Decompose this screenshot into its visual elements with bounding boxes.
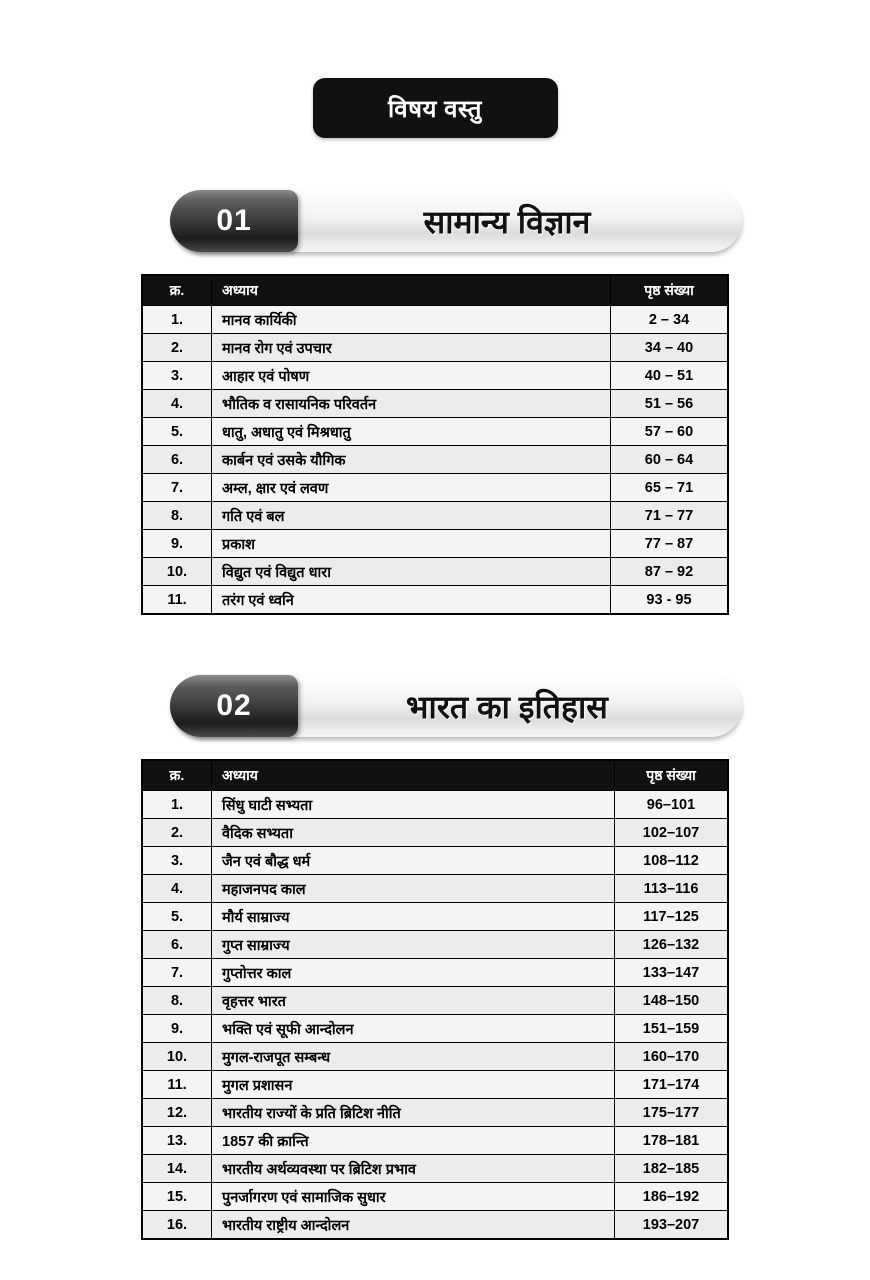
bottom-spacer bbox=[0, 1240, 870, 1280]
column-header-pages: पृष्ठ संख्या bbox=[611, 275, 729, 306]
row-chapter: भारतीय अर्थव्यवस्था पर ब्रिटिश प्रभाव bbox=[212, 1155, 615, 1183]
row-pages: 57 – 60 bbox=[611, 418, 729, 446]
title-banner-container bbox=[0, 0, 870, 138]
row-sno: 4. bbox=[142, 875, 212, 903]
row-sno: 3. bbox=[142, 847, 212, 875]
table-row[interactable] bbox=[142, 558, 728, 586]
row-sno: 8. bbox=[142, 502, 212, 530]
row-pages: 113–116 bbox=[615, 875, 729, 903]
section-header-1 bbox=[172, 190, 742, 252]
table-row[interactable] bbox=[142, 446, 728, 474]
row-pages: 77 – 87 bbox=[611, 530, 729, 558]
row-chapter: पुनर्जागरण एवं सामाजिक सुधार bbox=[212, 1183, 615, 1211]
column-header-sno: क्र. bbox=[142, 275, 212, 306]
table-row[interactable] bbox=[142, 1043, 728, 1071]
row-sno: 1. bbox=[142, 791, 212, 819]
row-chapter: वृहत्तर भारत bbox=[212, 987, 615, 1015]
section-title-2: भारत का इतिहास bbox=[406, 688, 608, 725]
row-pages: 126–132 bbox=[615, 931, 729, 959]
row-pages: 2 – 34 bbox=[611, 306, 729, 334]
toc-table-2 bbox=[141, 759, 729, 1240]
row-pages: 151–159 bbox=[615, 1015, 729, 1043]
row-pages: 40 – 51 bbox=[611, 362, 729, 390]
page-title: विषय वस्तु bbox=[313, 78, 558, 138]
row-chapter: वैदिक सभ्यता bbox=[212, 819, 615, 847]
table-row[interactable] bbox=[142, 959, 728, 987]
table-row[interactable] bbox=[142, 1211, 728, 1240]
row-chapter: गुप्त साम्राज्य bbox=[212, 931, 615, 959]
row-sno: 2. bbox=[142, 334, 212, 362]
row-pages: 175–177 bbox=[615, 1099, 729, 1127]
row-pages: 60 – 64 bbox=[611, 446, 729, 474]
table-row[interactable] bbox=[142, 931, 728, 959]
row-chapter: मानव रोग एवं उपचार bbox=[212, 334, 611, 362]
row-pages: 133–147 bbox=[615, 959, 729, 987]
row-pages: 117–125 bbox=[615, 903, 729, 931]
table-row[interactable] bbox=[142, 791, 728, 819]
row-sno: 10. bbox=[142, 558, 212, 586]
table-row[interactable] bbox=[142, 1099, 728, 1127]
row-pages: 182–185 bbox=[615, 1155, 729, 1183]
table-row[interactable] bbox=[142, 819, 728, 847]
row-sno: 13. bbox=[142, 1127, 212, 1155]
table-row[interactable] bbox=[142, 847, 728, 875]
row-sno: 5. bbox=[142, 903, 212, 931]
row-pages: 93 - 95 bbox=[611, 586, 729, 615]
table-row[interactable] bbox=[142, 502, 728, 530]
row-chapter: धातु, अधातु एवं मिश्रधातु bbox=[212, 418, 611, 446]
row-sno: 15. bbox=[142, 1183, 212, 1211]
row-chapter: जैन एवं बौद्ध धर्म bbox=[212, 847, 615, 875]
row-chapter: महाजनपद काल bbox=[212, 875, 615, 903]
row-pages: 51 – 56 bbox=[611, 390, 729, 418]
row-chapter: मानव कार्यिकी bbox=[212, 306, 611, 334]
row-pages: 178–181 bbox=[615, 1127, 729, 1155]
row-chapter: 1857 की क्रान्ति bbox=[212, 1127, 615, 1155]
section-header-2 bbox=[172, 675, 742, 737]
row-pages: 71 – 77 bbox=[611, 502, 729, 530]
table-row[interactable] bbox=[142, 586, 728, 615]
table-row[interactable] bbox=[142, 362, 728, 390]
row-sno: 7. bbox=[142, 959, 212, 987]
column-header-chapter: अध्याय bbox=[212, 760, 615, 791]
row-pages: 102–107 bbox=[615, 819, 729, 847]
section-number-badge-2: 02 bbox=[170, 675, 298, 737]
row-chapter: आहार एवं पोषण bbox=[212, 362, 611, 390]
row-sno: 5. bbox=[142, 418, 212, 446]
row-pages: 96–101 bbox=[615, 791, 729, 819]
row-sno: 11. bbox=[142, 586, 212, 615]
table-row[interactable] bbox=[142, 306, 728, 334]
row-chapter: कार्बन एवं उसके यौगिक bbox=[212, 446, 611, 474]
table-row[interactable] bbox=[142, 987, 728, 1015]
row-chapter: मुगल-राजपूत सम्बन्ध bbox=[212, 1043, 615, 1071]
column-header-pages: पृष्ठ संख्या bbox=[615, 760, 729, 791]
table-row[interactable] bbox=[142, 875, 728, 903]
table-row[interactable] bbox=[142, 530, 728, 558]
row-sno: 11. bbox=[142, 1071, 212, 1099]
row-pages: 193–207 bbox=[615, 1211, 729, 1240]
row-chapter: भक्ति एवं सूफी आन्दोलन bbox=[212, 1015, 615, 1043]
row-chapter: भारतीय राष्ट्रीय आन्दोलन bbox=[212, 1211, 615, 1240]
row-chapter: अम्ल, क्षार एवं लवण bbox=[212, 474, 611, 502]
row-sno: 6. bbox=[142, 446, 212, 474]
row-pages: 65 – 71 bbox=[611, 474, 729, 502]
row-sno: 7. bbox=[142, 474, 212, 502]
table-row[interactable] bbox=[142, 1183, 728, 1211]
row-chapter: प्रकाश bbox=[212, 530, 611, 558]
row-chapter: गुप्तोत्तर काल bbox=[212, 959, 615, 987]
row-chapter: भारतीय राज्यों के प्रति ब्रिटिश नीति bbox=[212, 1099, 615, 1127]
row-chapter: मौर्य साम्राज्य bbox=[212, 903, 615, 931]
row-pages: 108–112 bbox=[615, 847, 729, 875]
table-header-row bbox=[142, 760, 728, 791]
row-sno: 12. bbox=[142, 1099, 212, 1127]
row-sno: 2. bbox=[142, 819, 212, 847]
row-pages: 34 – 40 bbox=[611, 334, 729, 362]
row-sno: 9. bbox=[142, 530, 212, 558]
row-pages: 87 – 92 bbox=[611, 558, 729, 586]
table-row[interactable] bbox=[142, 390, 728, 418]
row-chapter: तरंग एवं ध्वनि bbox=[212, 586, 611, 615]
table-row[interactable] bbox=[142, 1015, 728, 1043]
table-row[interactable] bbox=[142, 1155, 728, 1183]
row-sno: 9. bbox=[142, 1015, 212, 1043]
row-sno: 6. bbox=[142, 931, 212, 959]
column-header-chapter: अध्याय bbox=[212, 275, 611, 306]
row-sno: 10. bbox=[142, 1043, 212, 1071]
row-sno: 3. bbox=[142, 362, 212, 390]
row-sno: 4. bbox=[142, 390, 212, 418]
row-chapter: मुगल प्रशासन bbox=[212, 1071, 615, 1099]
table-row[interactable] bbox=[142, 1127, 728, 1155]
table-row[interactable] bbox=[142, 1071, 728, 1099]
row-chapter: विद्युत एवं विद्युत धारा bbox=[212, 558, 611, 586]
table-row[interactable] bbox=[142, 334, 728, 362]
section-title-1: सामान्य विज्ञान bbox=[423, 203, 591, 240]
row-pages: 160–170 bbox=[615, 1043, 729, 1071]
row-sno: 1. bbox=[142, 306, 212, 334]
table-row[interactable] bbox=[142, 418, 728, 446]
row-sno: 8. bbox=[142, 987, 212, 1015]
row-pages: 186–192 bbox=[615, 1183, 729, 1211]
section-number-badge-1: 01 bbox=[170, 190, 298, 252]
row-pages: 171–174 bbox=[615, 1071, 729, 1099]
table-header-row bbox=[142, 275, 728, 306]
row-chapter: सिंधु घाटी सभ्यता bbox=[212, 791, 615, 819]
row-sno: 16. bbox=[142, 1211, 212, 1240]
toc-table-1 bbox=[141, 274, 729, 615]
row-chapter: भौतिक व रासायनिक परिवर्तन bbox=[212, 390, 611, 418]
row-sno: 14. bbox=[142, 1155, 212, 1183]
table-row[interactable] bbox=[142, 903, 728, 931]
row-chapter: गति एवं बल bbox=[212, 502, 611, 530]
table-row[interactable] bbox=[142, 474, 728, 502]
column-header-sno: क्र. bbox=[142, 760, 212, 791]
row-pages: 148–150 bbox=[615, 987, 729, 1015]
